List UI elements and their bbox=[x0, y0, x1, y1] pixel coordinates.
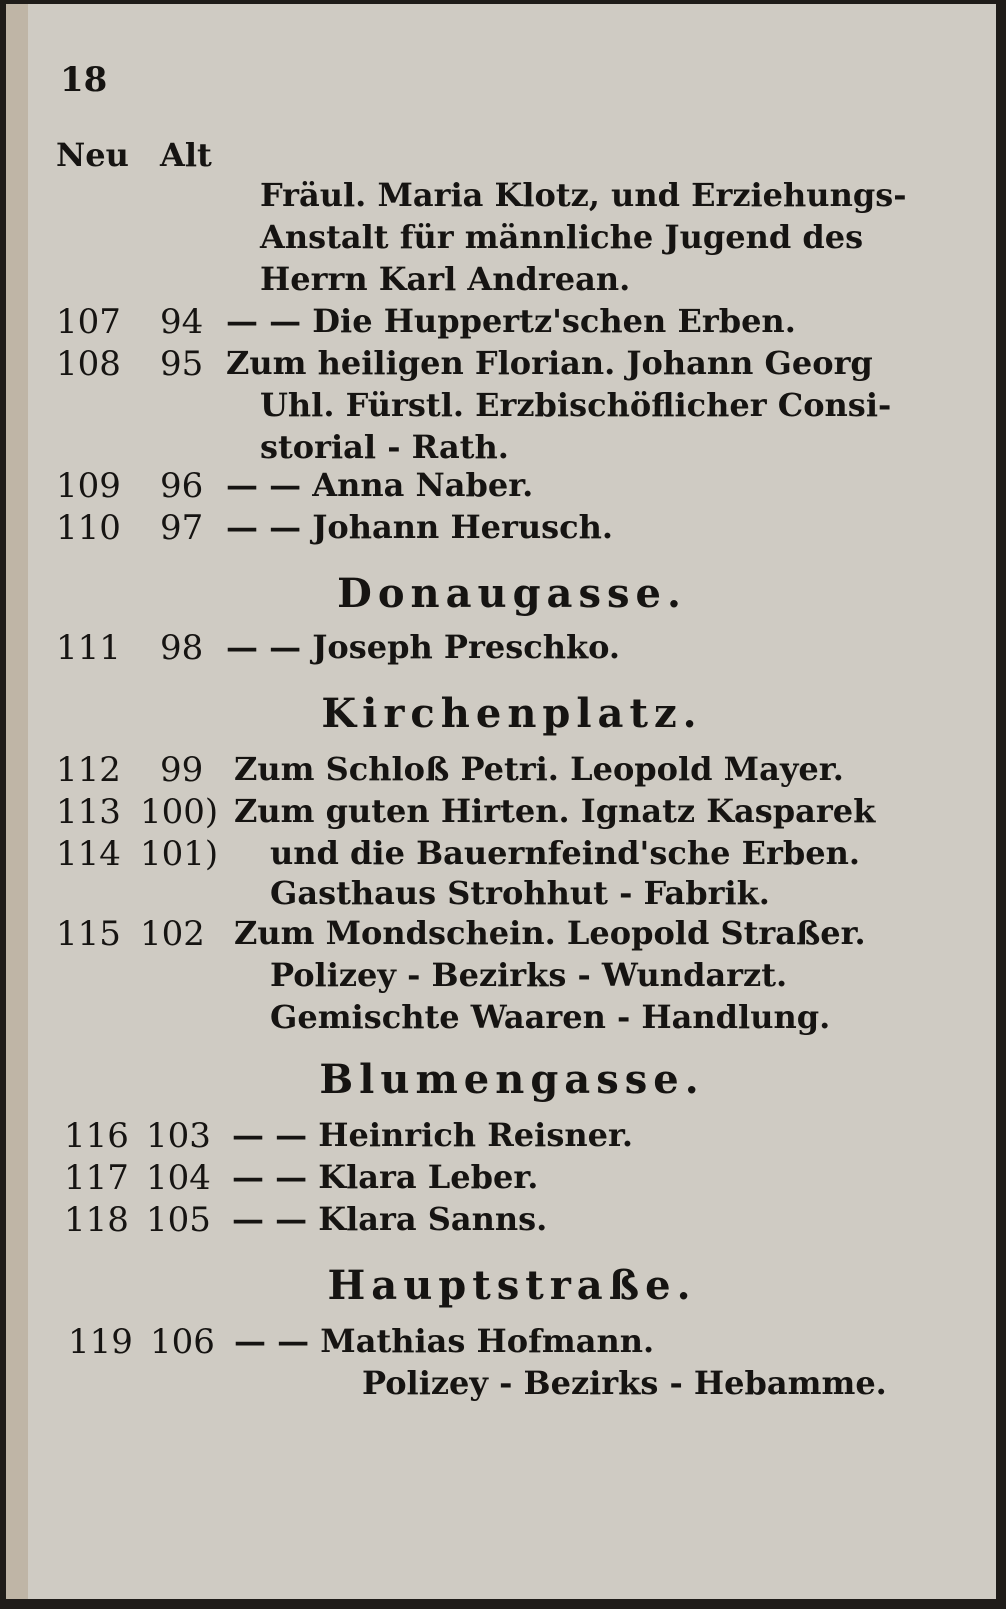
entry-neu-number: 114 bbox=[56, 834, 121, 874]
entry-neu-number: 107 bbox=[56, 302, 121, 342]
entry-alt-number: 102 bbox=[140, 914, 205, 954]
section-heading: Hauptstraße. bbox=[327, 1262, 697, 1309]
entry-neu-number: 115 bbox=[56, 914, 121, 954]
entry-alt-number: 106 bbox=[150, 1322, 215, 1362]
entry-neu-number: 110 bbox=[56, 508, 121, 548]
entry-alt-number: 104 bbox=[146, 1158, 211, 1198]
entry-neu-number: 108 bbox=[56, 344, 121, 384]
entry-text: Zum Mondschein. Leopold Straßer. bbox=[234, 914, 866, 952]
continuation-line: Herrn Karl Andrean. bbox=[260, 260, 631, 298]
entry-neu-number: 117 bbox=[64, 1158, 129, 1198]
entry-text: — — Joseph Preschko. bbox=[226, 628, 621, 666]
entry-neu-number: 116 bbox=[64, 1116, 129, 1156]
entry-alt-number: 95 bbox=[160, 344, 204, 384]
entry-text: Zum guten Hirten. Ignatz Kasparek bbox=[234, 792, 876, 830]
entry-alt-number: 99 bbox=[160, 750, 204, 790]
entry-text: Gasthaus Strohhut - Fabrik. bbox=[270, 874, 770, 912]
page-number: 18 bbox=[60, 60, 108, 100]
column-header-neu: Neu bbox=[56, 136, 129, 174]
entry-text: Uhl. Fürstl. Erzbischöflicher Consi- bbox=[260, 386, 892, 424]
entry-text: — — Johann Herusch. bbox=[226, 508, 614, 546]
entry-neu-number: 111 bbox=[56, 628, 121, 668]
book-page bbox=[6, 4, 996, 1599]
entry-text: Zum heiligen Florian. Johann Georg bbox=[226, 344, 873, 382]
entry-text: Polizey - Bezirks - Wundarzt. bbox=[270, 956, 788, 994]
entry-alt-number: 98 bbox=[160, 628, 204, 668]
column-header-alt: Alt bbox=[160, 136, 212, 174]
entry-neu-number: 118 bbox=[64, 1200, 129, 1240]
entry-text: — — Heinrich Reisner. bbox=[232, 1116, 634, 1154]
entry-text: — — Die Huppertz'schen Erben. bbox=[226, 302, 796, 340]
entry-neu-number: 109 bbox=[56, 466, 121, 506]
continuation-line: Anstalt für männliche Jugend des bbox=[260, 218, 864, 256]
entry-neu-number: 119 bbox=[68, 1322, 133, 1362]
entry-text: — — Klara Leber. bbox=[232, 1158, 539, 1196]
section-heading: Kirchenplatz. bbox=[321, 690, 703, 737]
entry-text: storial - Rath. bbox=[260, 428, 509, 466]
entry-alt-number: 101) bbox=[140, 834, 219, 874]
entry-alt-number: 94 bbox=[160, 302, 204, 342]
entry-alt-number: 105 bbox=[146, 1200, 211, 1240]
entry-text: und die Bauernfeind'sche Erben. bbox=[270, 834, 860, 872]
entry-neu-number: 112 bbox=[56, 750, 121, 790]
entry-text: Zum Schloß Petri. Leopold Mayer. bbox=[234, 750, 844, 788]
entry-text: — — Anna Naber. bbox=[226, 466, 534, 504]
section-heading: Blumengasse. bbox=[319, 1056, 705, 1103]
entry-alt-number: 97 bbox=[160, 508, 204, 548]
entry-alt-number: 96 bbox=[160, 466, 204, 506]
entry-text: Polizey - Bezirks - Hebamme. bbox=[362, 1364, 887, 1402]
section-heading: Donaugasse. bbox=[337, 570, 687, 617]
entry-alt-number: 100) bbox=[140, 792, 219, 832]
continuation-line: Fräul. Maria Klotz, und Erziehungs- bbox=[260, 176, 907, 214]
entry-text: — — Klara Sanns. bbox=[232, 1200, 548, 1238]
entry-neu-number: 113 bbox=[56, 792, 121, 832]
entry-text: Gemischte Waaren - Handlung. bbox=[270, 998, 831, 1036]
entry-text: — — Mathias Hofmann. bbox=[234, 1322, 655, 1360]
entry-alt-number: 103 bbox=[146, 1116, 211, 1156]
